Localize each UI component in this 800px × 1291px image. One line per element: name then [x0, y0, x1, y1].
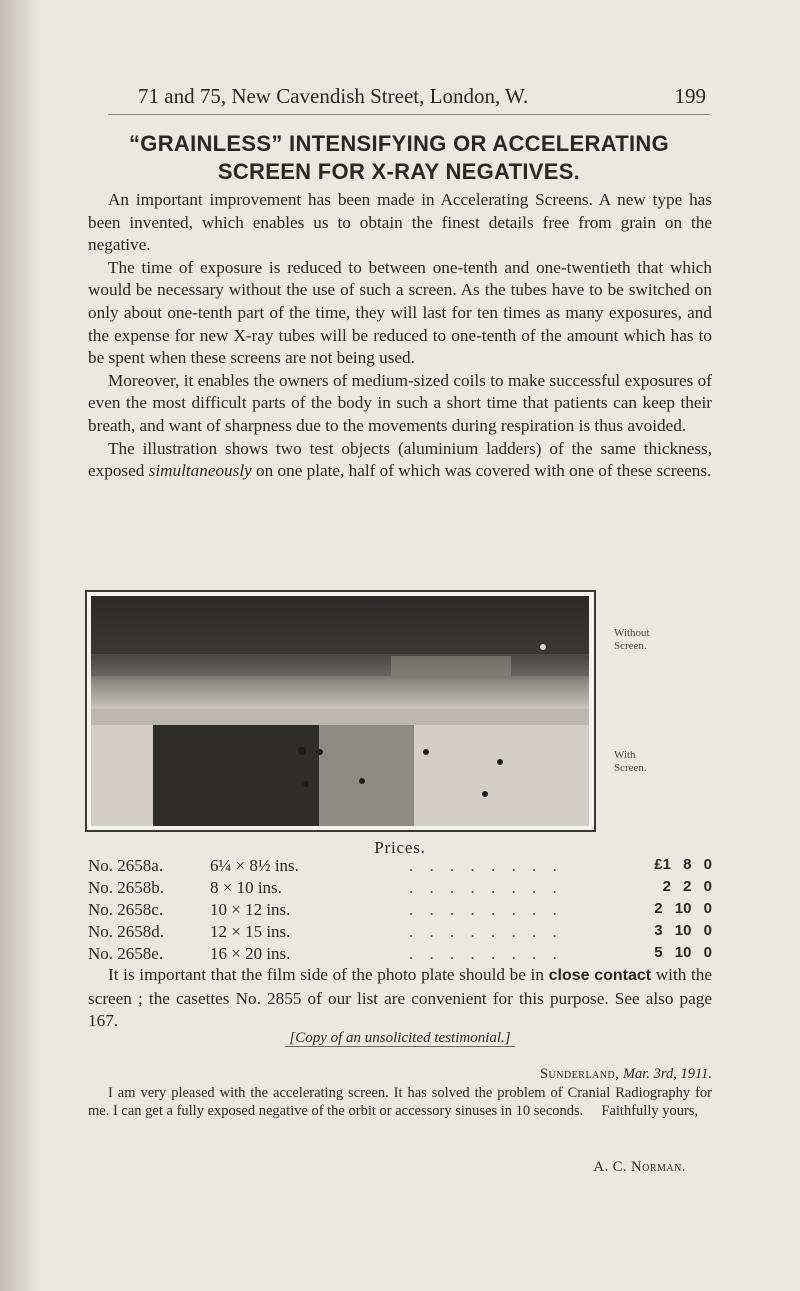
- without-screen-label: [614, 627, 650, 653]
- screen-size: 8 × 10 ins.: [210, 878, 282, 897]
- price: 5 10 0: [654, 944, 712, 961]
- price: 3 10 0: [654, 922, 712, 939]
- running-head: [108, 84, 710, 115]
- with-screen-label: [614, 749, 647, 775]
- testimonial-signature: [88, 1158, 712, 1176]
- testimonial-heading-text: [Copy of an unsolicited testimonial.]: [285, 1030, 514, 1047]
- screen-size: 12 × 15 ins.: [210, 922, 291, 941]
- testimonial-heading: [0, 1030, 800, 1047]
- leader-dots: . . . . . . . .: [409, 900, 563, 919]
- screen-size: 16 × 20 ins.: [210, 944, 291, 963]
- without-screen-label-line-1: Without: [614, 627, 650, 639]
- catalogue-number: No. 2658c.: [88, 900, 164, 919]
- paragraph-4: [88, 438, 712, 483]
- with-screen-label-line-1: With: [614, 749, 636, 761]
- catalogue-number: No. 2658b.: [88, 878, 165, 897]
- without-screen-label-line-2: Screen.: [614, 640, 647, 652]
- catalogue-number: No. 2658a.: [88, 856, 164, 875]
- without-screen-strip: [91, 596, 589, 709]
- page-number: 199: [674, 84, 706, 108]
- leader-dots: . . . . . . . .: [409, 856, 563, 875]
- illustration-text-after: on one plate, half of which was covered with one of these screens.: [251, 461, 712, 481]
- with-screen-label-line-2: Screen.: [614, 762, 647, 774]
- with-screen-strip: [91, 709, 589, 826]
- title-line-1: “GRAINLESS” INTENSIFYING OR ACCELERATING: [128, 131, 670, 156]
- testimonial-location: Sunderland,: [539, 1066, 620, 1082]
- running-head-address: 71 and 75, New Cavendish Street, London, W.: [138, 84, 529, 108]
- screen-size: 10 × 12 ins.: [210, 900, 291, 919]
- catalogue-number: No. 2658d.: [88, 922, 165, 941]
- page-title: [88, 130, 710, 186]
- intro-text: [88, 189, 712, 483]
- prices-heading: Prices.: [374, 838, 426, 857]
- xray-test-illustration: [85, 590, 596, 832]
- catalogue-number: No. 2658e.: [88, 944, 164, 963]
- usage-note: [88, 964, 712, 1033]
- testimonial-date: Mar. 3rd, 1911.: [622, 1066, 712, 1082]
- note-text-after: with the screen ; the casettes No. 2855 of our list are convenient for this purpose. See also page 167.: [88, 965, 712, 1031]
- leader-dots: . . . . . . . .: [409, 944, 563, 963]
- price: £1 8 0: [654, 856, 712, 873]
- testimonial-signature-text: A. C. Norman.: [593, 1159, 686, 1175]
- price-row: [88, 900, 712, 922]
- illustration-text-before: The illustration shows two test objects (aluminium ladders) of the same thickness, exposed: [88, 438, 712, 481]
- price-row: [88, 922, 712, 944]
- testimonial-location-date: [88, 1065, 712, 1083]
- testimonial-paragraph: [88, 1084, 712, 1120]
- paragraph-2: The time of exposure is reduced to between one-tenth and one-twentieth that which would be necessary without the use of such a screen. As the tubes have to be switched on only about one-tenth part of the time, they will last for ten times as many exposures, and the expense for new X-ray tubes will be reduced to one-tenth of the amount which has to be spent when these screens are not being used.: [88, 257, 712, 368]
- paragraph-1: An important improvement has been made in Accelerating Screens. A new type has been invented, which enables us to obtain the finest details free from grain on the negative.: [88, 190, 712, 255]
- leader-dots: . . . . . . . .: [409, 922, 563, 941]
- paragraph-3: Moreover, it enables the owners of medium-sized coils to make successful exposures of even the most difficult parts of the body in such a short time that patients can keep their breath, and want of sharpness due to the movements during respiration is thus avoided.: [88, 370, 712, 435]
- page-edge-shadow: [0, 0, 40, 1291]
- usage-note-paragraph: [88, 964, 712, 1033]
- note-bold-contact: contact: [594, 967, 652, 984]
- price: 2 10 0: [654, 900, 712, 917]
- note-bold-close: close: [548, 967, 590, 984]
- note-text-before: It is important that the film side of the photo plate should be in: [108, 965, 549, 984]
- price-row: [88, 944, 712, 966]
- price: 2 2 0: [662, 878, 712, 895]
- testimonial-body: [88, 1084, 712, 1120]
- leader-dots: . . . . . . . .: [409, 878, 563, 897]
- screen-size: 6¼ × 8½ ins.: [210, 856, 299, 875]
- testimonial-text: I am very pleased with the accelerating screen. It has solved the problem of Cranial Radiography for me. I can get a fully exposed negative of the orbit or accessory sinuses in 10 seconds.: [88, 1085, 712, 1119]
- price-row: [88, 878, 712, 900]
- title-line-2: SCREEN FOR X-RAY NEGATIVES.: [217, 159, 581, 184]
- illustration-text-emphasis: simultaneously: [148, 461, 252, 481]
- price-row: [88, 856, 712, 878]
- testimonial-closing: Faithfully yours,: [601, 1103, 699, 1119]
